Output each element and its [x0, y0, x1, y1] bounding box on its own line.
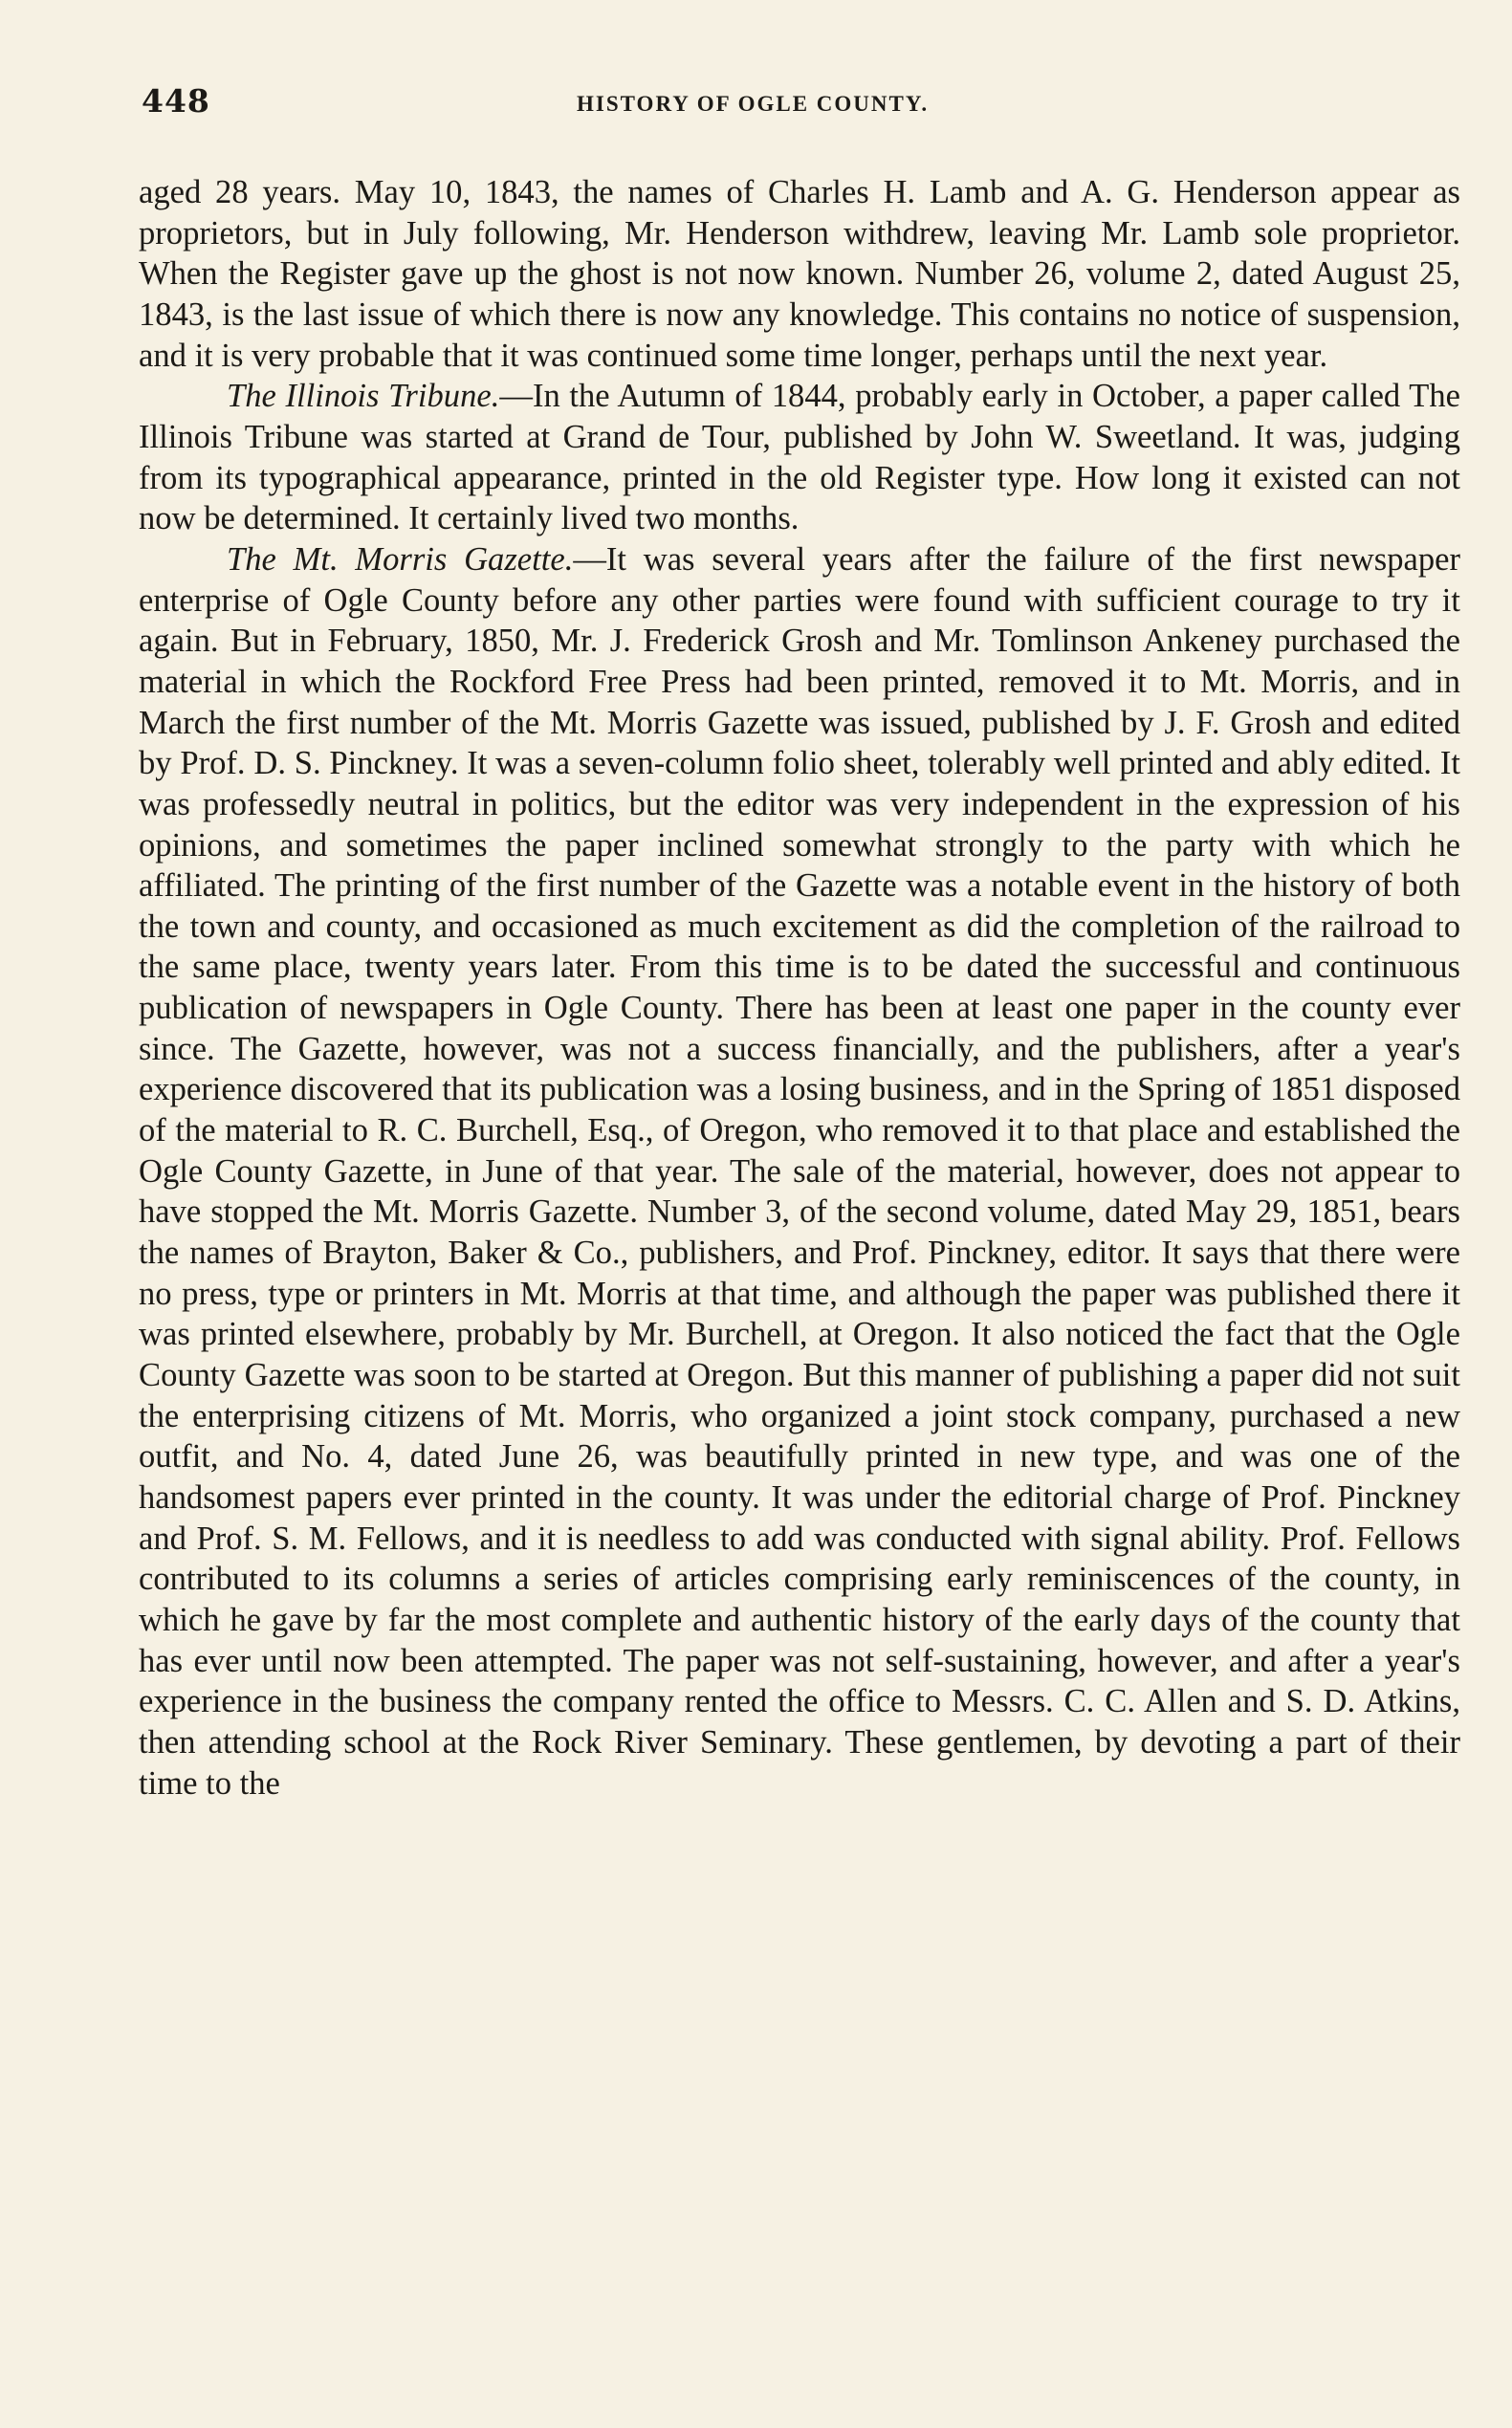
paragraph: [139, 376, 1460, 539]
body-text: [139, 172, 1460, 1804]
running-head: HISTORY OF OGLE COUNTY.: [577, 92, 930, 116]
section-heading: The Mt. Morris Gazette.: [227, 540, 574, 578]
paragraph-text: —In the Autumn of 1844, probably early in October, a paper called The Illinois Tribune was started at Grand de Tour, published by John W. Sweetland. It was, judging from its typographical appearance, printed in the old Register type. How long it existed can not now be determined. It certainly lived two months.: [139, 378, 1460, 537]
paragraph: [139, 539, 1460, 1804]
paragraph-text: aged 28 years. May 10, 1843, the names of Charles H. Lamb and A. G. Henderson appear as proprietors, but in July following, Mr. Henderson withdrew, leaving Mr. Lamb sole proprietor. When the Register gave up the ghost is not now known. Number 26, volume 2, dated August 25, 1843, is the last issue of which there is now any knowledge. This contains no notice of suspension, and it is very probable that it was continued some time longer, perhaps until the next year.: [139, 174, 1460, 374]
section-heading: The Illinois Tribune.: [227, 378, 500, 415]
page-header: [142, 82, 1463, 130]
paragraph: [139, 172, 1460, 376]
paragraph-text: —It was several years after the failure of the first newspaper enterprise of Ogle County before any other parties were found with sufficient courage to try it again. But in February, 1850, Mr. J. Frederick Grosh and Mr. Tomlinson Ankeney purchased the material in which the Rockford Free Press had been printed, removed it to Mt. Morris, and in March the first number of the Mt. Morris Gazette was issued, published by J. F. Grosh and edited by Prof. D. S. Pinckney. It was a seven-column folio sheet, tolerably well printed and ably edited. It was professedly neutral in politics, but the editor was very independent in the expression of his opinions, and sometimes the paper inclined somewhat strongly to the party with which he affiliated. The printing of the first number of the Gazette was a notable event in the history of both the town and county, and occasioned as much excitement as did the completion of the railroad to the same place, twenty years later. From this time is to be dated the successful and continuous publication of newspapers in Ogle County. There has been at least one paper in the county ever since. The Gazette, however, was not a success financially, and the publishers, after a year's experience discovered that its publication was a losing business, and in the Spring of 1851 disposed of the material to R. C. Burchell, Esq., of Oregon, who removed it to that place and established the Ogle County Gazette, in June of that year. The sale of the material, however, does not appear to have stopped the Mt. Morris Gazette. Number 3, of the second volume, dated May 29, 1851, bears the names of Brayton, Baker & Co., publishers, and Prof. Pinckney, editor. It says that there were no press, type or printers in Mt. Morris at that time, and although the paper was published there it was printed elsewhere, probably by Mr. Burchell, at Oregon. It also noticed the fact that the Ogle County Gazette was soon to be started at Oregon. But this manner of publishing a paper did not suit the enterprising citizens of Mt. Morris, who organized a joint stock company, purchased a new outfit, and No. 4, dated June 26, was beautifully printed in new type, and was one of the handsomest papers ever printed in the county. It was under the editorial charge of Prof. Pinckney and Prof. S. M. Fellows, and it is needless to add was conducted with signal ability. Prof. Fellows contributed to its columns a series of articles comprising early reminiscences of the county, in which he gave by far the most complete and authentic history of the early days of the county that has ever until now been attempted. The paper was not self-sustaining, however, and after a year's experience in the business the company rented the office to Messrs. C. C. Allen and S. D. Atkins, then attending school at the Rock River Seminary. These gentlemen, by devoting a part of their time to the: [139, 540, 1460, 1802]
page-number: 448: [142, 82, 210, 120]
